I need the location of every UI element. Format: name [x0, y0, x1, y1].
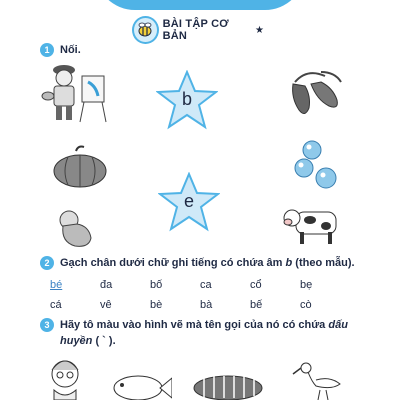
- star-letter-b: b: [181, 89, 192, 109]
- exercise-1-number: 1: [40, 43, 54, 57]
- syllable[interactable]: cò: [300, 299, 312, 311]
- cow-picture[interactable]: [280, 202, 344, 253]
- section-title: BÀI TẬP CƠ BẢN: [162, 18, 229, 42]
- star-letter-e: e: [183, 191, 194, 211]
- syllable[interactable]: đa: [100, 279, 113, 291]
- fish-picture[interactable]: [108, 372, 172, 400]
- syllable-sample[interactable]: bé: [50, 279, 63, 291]
- top-banner-arc: [95, 0, 305, 10]
- stork-picture[interactable]: [292, 360, 344, 400]
- grandmother-picture[interactable]: [40, 356, 90, 400]
- syllable-row: [50, 295, 350, 315]
- section-header: [132, 17, 264, 43]
- syllable[interactable]: cá: [50, 299, 62, 311]
- caterpillar-picture[interactable]: [190, 370, 264, 400]
- star-icon: ★: [255, 24, 264, 36]
- syllable[interactable]: bế: [250, 299, 263, 311]
- exercise-2-number: 2: [40, 256, 54, 270]
- syllable[interactable]: vê: [100, 299, 112, 311]
- exercise-1-instruction: Nối.: [60, 44, 81, 56]
- pumpkin-picture[interactable]: [50, 145, 110, 195]
- syllable-grid: [50, 275, 350, 315]
- tamarind-picture[interactable]: [285, 62, 347, 132]
- exercise-3-instruction: Hãy tô màu vào hình vẽ mà tên gọi của nó có chứa dấu huyền ( ` ).: [60, 319, 348, 347]
- syllable-row: [50, 275, 350, 295]
- syllable[interactable]: ca: [200, 279, 212, 291]
- exercise-3-number: 3: [40, 318, 54, 332]
- baby-picture[interactable]: [55, 208, 95, 255]
- bee-icon: [132, 16, 159, 44]
- bubbles-picture[interactable]: [290, 138, 340, 199]
- syllable[interactable]: bà: [200, 299, 213, 311]
- syllable[interactable]: bè: [150, 299, 163, 311]
- syllable[interactable]: cổ: [250, 279, 262, 291]
- syllable[interactable]: bẹ: [300, 279, 313, 291]
- exercise-2-instruction: Gạch chân dưới chữ ghi tiếng có chứa âm b (theo mẫu).: [60, 257, 355, 269]
- painter-boy-picture[interactable]: [40, 62, 110, 132]
- syllable[interactable]: bố: [150, 279, 163, 291]
